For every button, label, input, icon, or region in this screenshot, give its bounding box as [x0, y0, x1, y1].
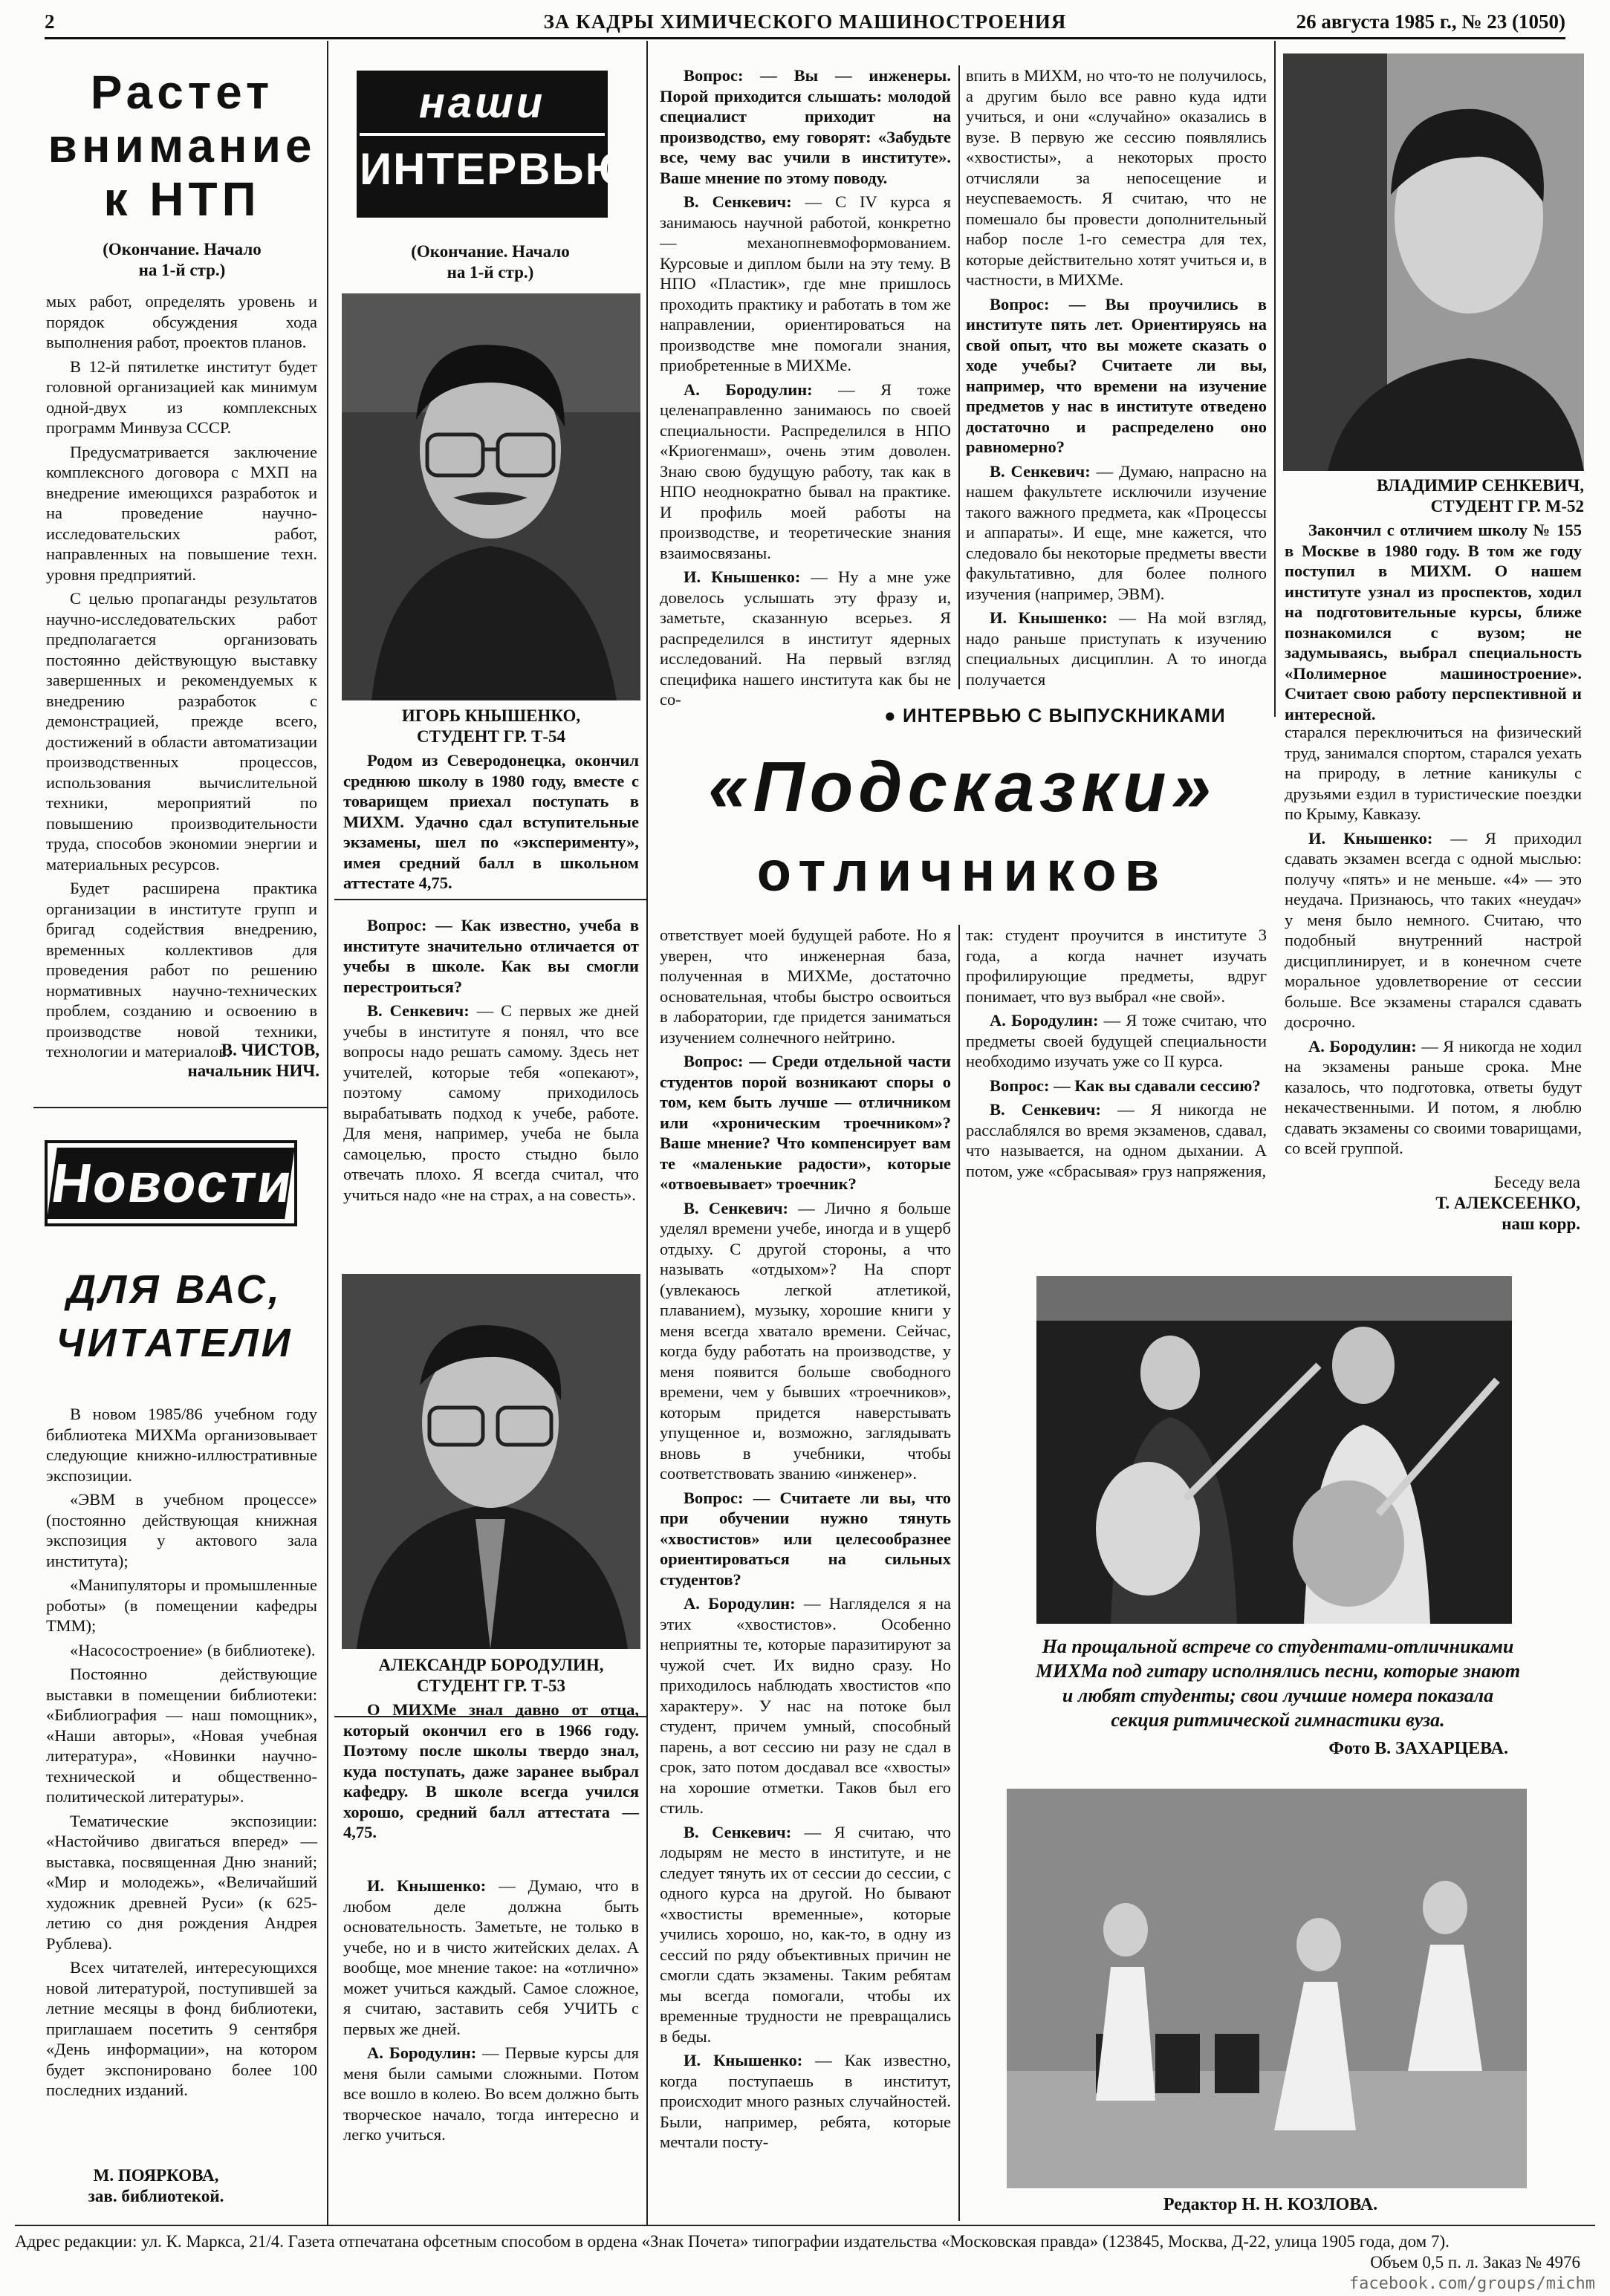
interview-logo: наши ИНТЕРВЬЮ	[357, 71, 608, 218]
column-rule	[646, 41, 648, 2225]
guitar-scene-illustration	[1036, 1276, 1512, 1624]
portrait-illustration	[342, 293, 640, 700]
speaker-name: В. Сенкевич:	[990, 1100, 1101, 1119]
headline-line: Растет	[90, 65, 274, 119]
answer-paragraph: А. Бородулин: — Я тоже целенаправленно занимаюсь по своей специальности. Распределился в НПО «Криогенмаш», очень этим доволен. Знаю свою будущую работу, так как в НПО неоднократно бывал на практике. И профиль моей работы на производстве, и теоретические знания взаимосвязаны.	[660, 380, 952, 562]
ntp-signature: В. ЧИСТОВ, начальник НИЧ.	[187, 1041, 319, 1080]
paragraph: С целью пропаганды результатов научно-исследовательских работ предполагается организовать постоянно действующую выставку завершенных и рекомендуемых к внедрению разработок с демонстрацией, прежде всего, достижений в области автоматизации производственных процессов, использования вычислительной техники, мероприятий по повышению производительности труда, способов экономии энергии и материальных ресурсов.	[46, 589, 317, 874]
speaker-name: В. Сенкевич:	[990, 461, 1091, 481]
footer-address: Адрес редакции: ул. К. Маркса, 21/4. Газета отпечатана офсетным способом в ордена «Знак Почета» типографии издательства «Московская правда» (123845, Москва, Д-22, улица 1905 года, дом 7).	[15, 2232, 1450, 2251]
speaker-name: В. Сенкевич:	[367, 1001, 470, 1020]
headline-line: к НТП	[103, 172, 261, 226]
news-signature: М. ПОЯРКОВА, зав. библиотекой.	[88, 2166, 224, 2205]
paragraph: «ЭВМ в учебном процессе» (постоянно действующая книжная экспозиция у актового зала института);	[46, 1490, 317, 1570]
paragraph: В 12-й пятилетке институт будет головной организацией как минимум одной-двух из комплексных программ Минвуза СССР.	[46, 357, 317, 437]
footer-order: Объем 0,5 п. л. Заказ № 4976	[1370, 2253, 1580, 2271]
page-header	[45, 7, 1565, 39]
speaker-name: А. Бородулин:	[1308, 1036, 1417, 1056]
interviewer-signature: Беседу вела Т. АЛЕКСЕЕНКО, наш корр.	[1435, 1173, 1580, 1233]
ntp-headline	[45, 65, 319, 226]
news-logo-frame	[45, 1140, 297, 1226]
caption-knyshenko-text: Родом из Северодонецка, окончил среднюю школу в 1980 году, вместе с товарищем приехал поступать в МИХМ. Удачно сдал вступительные экзамены, шел по «эксперименту», имея средний балл в школьном аттестате 4,75.	[343, 751, 639, 892]
photo-credit: Фото В. ЗАХАРЦЕВА.	[1328, 1739, 1508, 1758]
answer-paragraph: И. Кнышенко: — На мой взгляд, надо раньше приступать к изучению специальных дисциплин. А то иногда получается	[966, 608, 1267, 689]
speaker-name: А. Бородулин:	[367, 2043, 477, 2062]
bullet-icon: ●	[884, 704, 897, 726]
speaker-name: А. Бородулин:	[684, 380, 813, 399]
question-paragraph: Вопрос: — Среди отдельной части студентов порой возникают споры о том, кем быть лучше — отличником или «хроническим троечником»? Ваше мнение? Что компенсирует вам те «маленькие радости», которые «отвоевывает» троечник?	[660, 1052, 951, 1193]
speaker-name: В. Сенкевич:	[684, 192, 792, 211]
answer-paragraph: А. Бородулин: — Нагляделся я на этих «хвостистов». Особенно неприятны те, которые паразитируют за чужой счет. Их видно сразу. Но приходилось наблюдать хвостистов «по характеру». У нас на потоке был студент, причем умный, способный парень, а вот сессию ни разу не сдал в срок, зато потом досдавал все «хвосты» на хорошие отметки. Таков был его стиль.	[660, 1594, 952, 1817]
rubric: ● ИНТЕРВЬЮ С ВЫПУСКНИКАМИ	[884, 704, 1226, 726]
answer-paragraph: И. Кнышенко: — Как известно, когда поступаешь в институт, происходит много разных случайностей. Были, например, ребята, которые мечтали посту-	[660, 2051, 951, 2151]
speaker-name: А. Бородулин:	[684, 1594, 796, 1613]
interview-col4-top-text	[966, 65, 1267, 689]
answer-paragraph: В. Сенкевич: — Думаю, напрасно на нашем факультете исключили изучение такого важного предмета, как «Процессы и аппараты». И еще, мне кажется, что следовало бы некоторые предметы ввести факультативно, для более полного изучения (например, ЭВМ).	[966, 461, 1267, 603]
answer-paragraph: В. Сенкевич: — С первых же дней учебы в институте я понял, что все вопросы надо решать самому. Здесь нет учителей, которые тебя «опекают», поэтому самому приходилось вырабатывать подход к учебе, работе. Для меня, например, учеба не была самоцелью, просто стыдно было отвечать плохо. Я всегда считал, что учиться надо «не на страх, а на совесть».	[343, 1001, 640, 1204]
paragraph: мых работ, определять уровень и порядок обсуждения хода выполнения работ, проектов планов.	[46, 292, 317, 351]
interview-col5-text	[1285, 722, 1582, 1157]
speaker-name: В. Сенкевич:	[684, 1822, 792, 1841]
answer-paragraph: И. Кнышенко: — Думаю, что в любом деле должна быть основательность. Заметьте, не только в учебе, но и в чисто житейских делах. А вообще, мое мнение такое: на «отлично» может учиться каждый. Самое сложное, я считаю, заставить себя УЧИТЬ с первых же дней.	[343, 1876, 639, 2038]
answer-paragraph: В. Сенкевич: — Я никогда не расслаблялся во время экзаменов, сдавал, что называется, на одном дыхании. А потом, уже «сбрасывая» груз напряжения,	[966, 1100, 1267, 1180]
newspaper-title: ЗА КАДРЫ ХИМИЧЕСКОГО МАШИНОСТРОЕНИЯ	[543, 10, 1067, 33]
speaker-name: И. Кнышенко:	[990, 608, 1108, 627]
paragraph: Всех читателей, интересующихся новой литературой, поступившей за летние месяцы в фонд библиотеки, приглашаем посетить 9 сентября «День информации», на котором будет экспонировано более 100 последних изданий.	[46, 1958, 317, 2099]
photo-knyshenko	[342, 293, 640, 700]
paragraph: Будет расширена практика организации в институте групп и бригад содействия внедрению, временных коллективов для проведения работ по решению нормативных научно-технических проблем, созданию и освоению в производстве новой техники, технологии и материалов.	[46, 879, 317, 1061]
paragraph: Тематические экспозиции: «Настойчиво двигаться вперед» — выставка, посвященная Дню знаний; «Мир и молодежь», «Величайший художник древней Руси» (к 625-летию со дня рождения Андрея Рублева).	[46, 1811, 317, 1953]
question-paragraph: Вопрос: — Как вы сдавали сессию?	[990, 1076, 1261, 1095]
footer-rule	[15, 2225, 1595, 2226]
speaker-name: И. Кнышенко:	[684, 2051, 803, 2069]
portrait-illustration	[1283, 53, 1584, 471]
answer-paragraph: В. Сенкевич: — Я считаю, что лодырям не место в институте, и не следует тянуть их от сессии до сессии, с одного курса на другой. Но бывают «хвостисты временные», которые учились хорошо, но, как-то, в одну из сессий по ряду объективных причин не смогли сдать экзамены. Таким ребятам мы всегда помогали, чтобы их временные трудности не превращались в беды.	[660, 1822, 952, 2046]
answer-paragraph: В. Сенкевич: — С IV курса я занимаюсь научной работой, конкретно — механопневмоформованием. Курсовые и диплом были на эту тему. В НПО «Пластик», где мне пришлось проходить практику и работать в том же направлении, ориентироваться на производстве мне помогали знания, приобретенные в МИХМе.	[660, 192, 951, 374]
speaker-name: И. Кнышенко:	[684, 568, 801, 586]
column-rule	[327, 41, 328, 2225]
editor-line: Редактор Н. Н. КОЗЛОВА.	[1163, 2195, 1378, 2214]
interview-continuation: (Окончание. Начало на 1-й стр.)	[411, 242, 570, 282]
news-headline: ДЛЯ ВАС, ЧИТАТЕЛИ	[56, 1267, 293, 1365]
paragraph: так: студент проучится в институте 3 года, а когда начнет изучать профилирующие предметы, вдруг понимает, что вуз выбрал «не свой».	[966, 926, 1267, 1006]
paragraph: В новом 1985/86 учебном году библиотека МИХМа организовывает следующие книжно-иллюстративные экспозиции.	[46, 1405, 317, 1485]
column-rule	[958, 65, 960, 689]
headline-line: внимание	[48, 119, 317, 172]
caption-knyshenko-name: ИГОРЬ КНЫШЕНКО, СТУДЕНТ ГР. Т-54	[401, 706, 581, 746]
speaker-name: И. Кнышенко:	[1308, 828, 1433, 848]
answer-paragraph: А. Бородулин: — Я никогда не ходил на экзамены раньше срока. Мне казалось, что подготовка, ответы будут некачественными. И потом, я люблю сдавать экзамены со своими товарищами, со всей группой.	[1285, 1036, 1582, 1157]
interview-col2-text	[343, 915, 639, 1275]
photo-caption: На прощальной встрече со студентами-отличниками МИХМа под гитару исполнялись песни, которые знают и любят студенты; свои лучшие номера показала секция ритмической гимнастики вуза.	[1035, 1636, 1521, 1731]
watermark: facebook.com/groups/michm	[1348, 2274, 1595, 2293]
news-article-body	[46, 1404, 317, 2162]
photo-borodulin	[342, 1274, 640, 1649]
question-paragraph: Вопрос: — Считаете ли вы, что при обучении нужно тянуть «хвостистов» или целесообразнее ориентироваться на сильных студентов?	[660, 1488, 951, 1589]
interview-col3-top-text	[660, 65, 952, 709]
speaker-name: А. Бородулин:	[990, 1011, 1099, 1030]
interview-title-line1: «Подсказки»	[708, 747, 1216, 827]
answer-paragraph: И. Кнышенко: — Ну а мне уже довелось услышать эту фразу и, заметьте, сказанную всерьез. Я распределился в институт ядерных исследований. На первый взгляд специфика нашего института как бы не со-	[660, 568, 951, 709]
speaker-name: И. Кнышенко:	[367, 1876, 487, 1895]
section-rule	[33, 1107, 327, 1108]
paragraph: Постоянно действующие выставки в помещении библиотеки: «Библиография — наш помощник», «Наши авторы», «Новая учебная литература», «Новинки научно-технической и общественно-политической литературы».	[46, 1665, 317, 1806]
footer	[15, 2231, 1595, 2252]
caption-borodulin-name: АЛЕКСАНДР БОРОДУЛИН, СТУДЕНТ ГР. Т-53	[378, 1656, 604, 1695]
paragraph: «Манипуляторы и промышленные роботы» (в помещении кафедры ТММ);	[46, 1575, 317, 1635]
answer-paragraph: В. Сенкевич: — Лично я больше уделял времени учебе, иногда и в ущерб отдыху. С другой стороны, а что называть «отдыхом»? На спорт (увлекаюсь легкой атлетикой, плаванием), музыку, хорошие книги у меня всегда хватало времени. Сейчас, когда буду работать на производстве, у меня появится больше свободного времени, чем у бывших «троечников», которым придется наверстывать упущенное и, возможно, заглядывать вновь в учебники, чтобы соответствовать званию «инженер».	[660, 1198, 951, 1483]
caption-borodulin-text: О МИХМе знал давно от отца, который окончил его в 1966 году. Поэтому после школы твердо знал, куда поступать, даже заранее выбрал кафедру. В школе всегда учился хорошо, средний балл аттестата — 4,75.	[343, 1700, 639, 1841]
paragraph: старался переключиться на физический труд, занимался спортом, старался уехать на природу, в летние каникулы с друзьями ездил в туристические поездки по Крыму, Кавказу.	[1285, 723, 1582, 823]
paragraph: ответствует моей будущей работе. Но я уверен, что инженерная база, полученная в МИХМе, достаточно основательная, чтобы быстро освоиться в лаборатории, где придется заниматься изучением солнечного нейтрино.	[660, 926, 951, 1047]
answer-paragraph: И. Кнышенко: — Я приходил сдавать экзамен всегда с одной мыслью: получу «пять» и не меньше. «4» — это неудача. Признаюсь, что таких «неудач» у меня было немного. Считаю, что подобный внутренний настрой дисциплинирует, и в конечном счете моральное удовлетворение от сессии больше. Все экзамены старался сдавать досрочно.	[1285, 828, 1582, 1031]
paragraph: «Насосостроение» (в библиотеке).	[70, 1640, 316, 1659]
section-rule	[334, 899, 646, 900]
paragraph: впить в МИХМ, но что-то не получилось, а другим было все равно куда идти учиться, и они «случайно» оказались в вузе. В первую же сессию появлялись «хвостисты», а некоторых просто отчисляли за непосещение и неуспеваемость. Я считаю, что не помешало бы провести дополнительный набор после 1-го семестра для тех, которые действительно хотят учиться и, в частности, в МИХМе.	[966, 66, 1267, 289]
dance-scene-illustration	[1007, 1789, 1527, 2188]
photo-guitarists	[1036, 1276, 1512, 1624]
interview-col4-bottom-text	[966, 925, 1267, 1266]
photo-senkevich	[1283, 53, 1584, 471]
paragraph: Предусматривается заключение комплексного договора с МХП на внедрение имеющихся разработок и на проведение научно-исследовательских работ, направленных на повышение техн. уровня предприятий.	[46, 442, 317, 584]
page-number: 2	[45, 10, 55, 33]
answer-paragraph: А. Бородулин: — Я тоже считаю, что предметы своей будущей специальности необходимо изучать уже со II курса.	[966, 1011, 1267, 1070]
speaker-name: В. Сенкевич:	[684, 1198, 789, 1217]
portrait-illustration	[342, 1274, 640, 1649]
issue-date: 26 августа 1985 г., № 23 (1050)	[1296, 10, 1565, 33]
caption-senkevich-name: ВЛАДИМИР СЕНКЕВИЧ, СТУДЕНТ ГР. М-52	[1376, 476, 1584, 516]
question-paragraph: Вопрос: — Вы проучились в институте пять лет. Ориентируясь на свой опыт, что вы можете сказать о ходе учебы? Считаете ли вы, например, что времени на изучение предметов у нас в институте отведено достаточно и распределено оно равномерно?	[966, 294, 1267, 456]
question-paragraph: Вопрос: — Вы — инженеры. Порой приходится слышать: молодой специалист приходит на производство, ему говорят: «Забудьте все, чему вас учили в институте». Ваше мнение по этому поводу.	[660, 66, 951, 187]
photo-gymnastics	[1007, 1789, 1527, 2188]
caption-senkevich-text: Закончил с отличием школу № 155 в Москве в 1980 году. В том же году поступил в МИХМ. О нашем институте узнал из проспектов, ходил на подготовительные курсы, ближе познакомился с вузом; не задумываясь, выбрал специальность «Полимерное машиностроение». Считает свою работу перспективной и интересной.	[1285, 521, 1582, 723]
interview-col2-bottom-text	[343, 1876, 639, 2221]
interview-title-line2: отличников	[756, 840, 1168, 903]
column-rule	[958, 925, 960, 2221]
interview-col3-bottom-text	[660, 925, 951, 2221]
question-paragraph: Вопрос: — Как известно, учеба в институте значительно отличается от учебы в школе. Как вы смогли перестроиться?	[343, 916, 639, 996]
answer-paragraph: А. Бородулин: — Первые курсы для меня были самыми сложными. Потом все вошло в колею. Во всем должно быть творческое начало, тогда интересно и легко учиться.	[343, 2043, 639, 2144]
column-rule	[1274, 41, 1276, 717]
ntp-continuation: (Окончание. Начало на 1-й стр.)	[103, 240, 262, 279]
news-logo: Новости	[47, 1148, 294, 1219]
